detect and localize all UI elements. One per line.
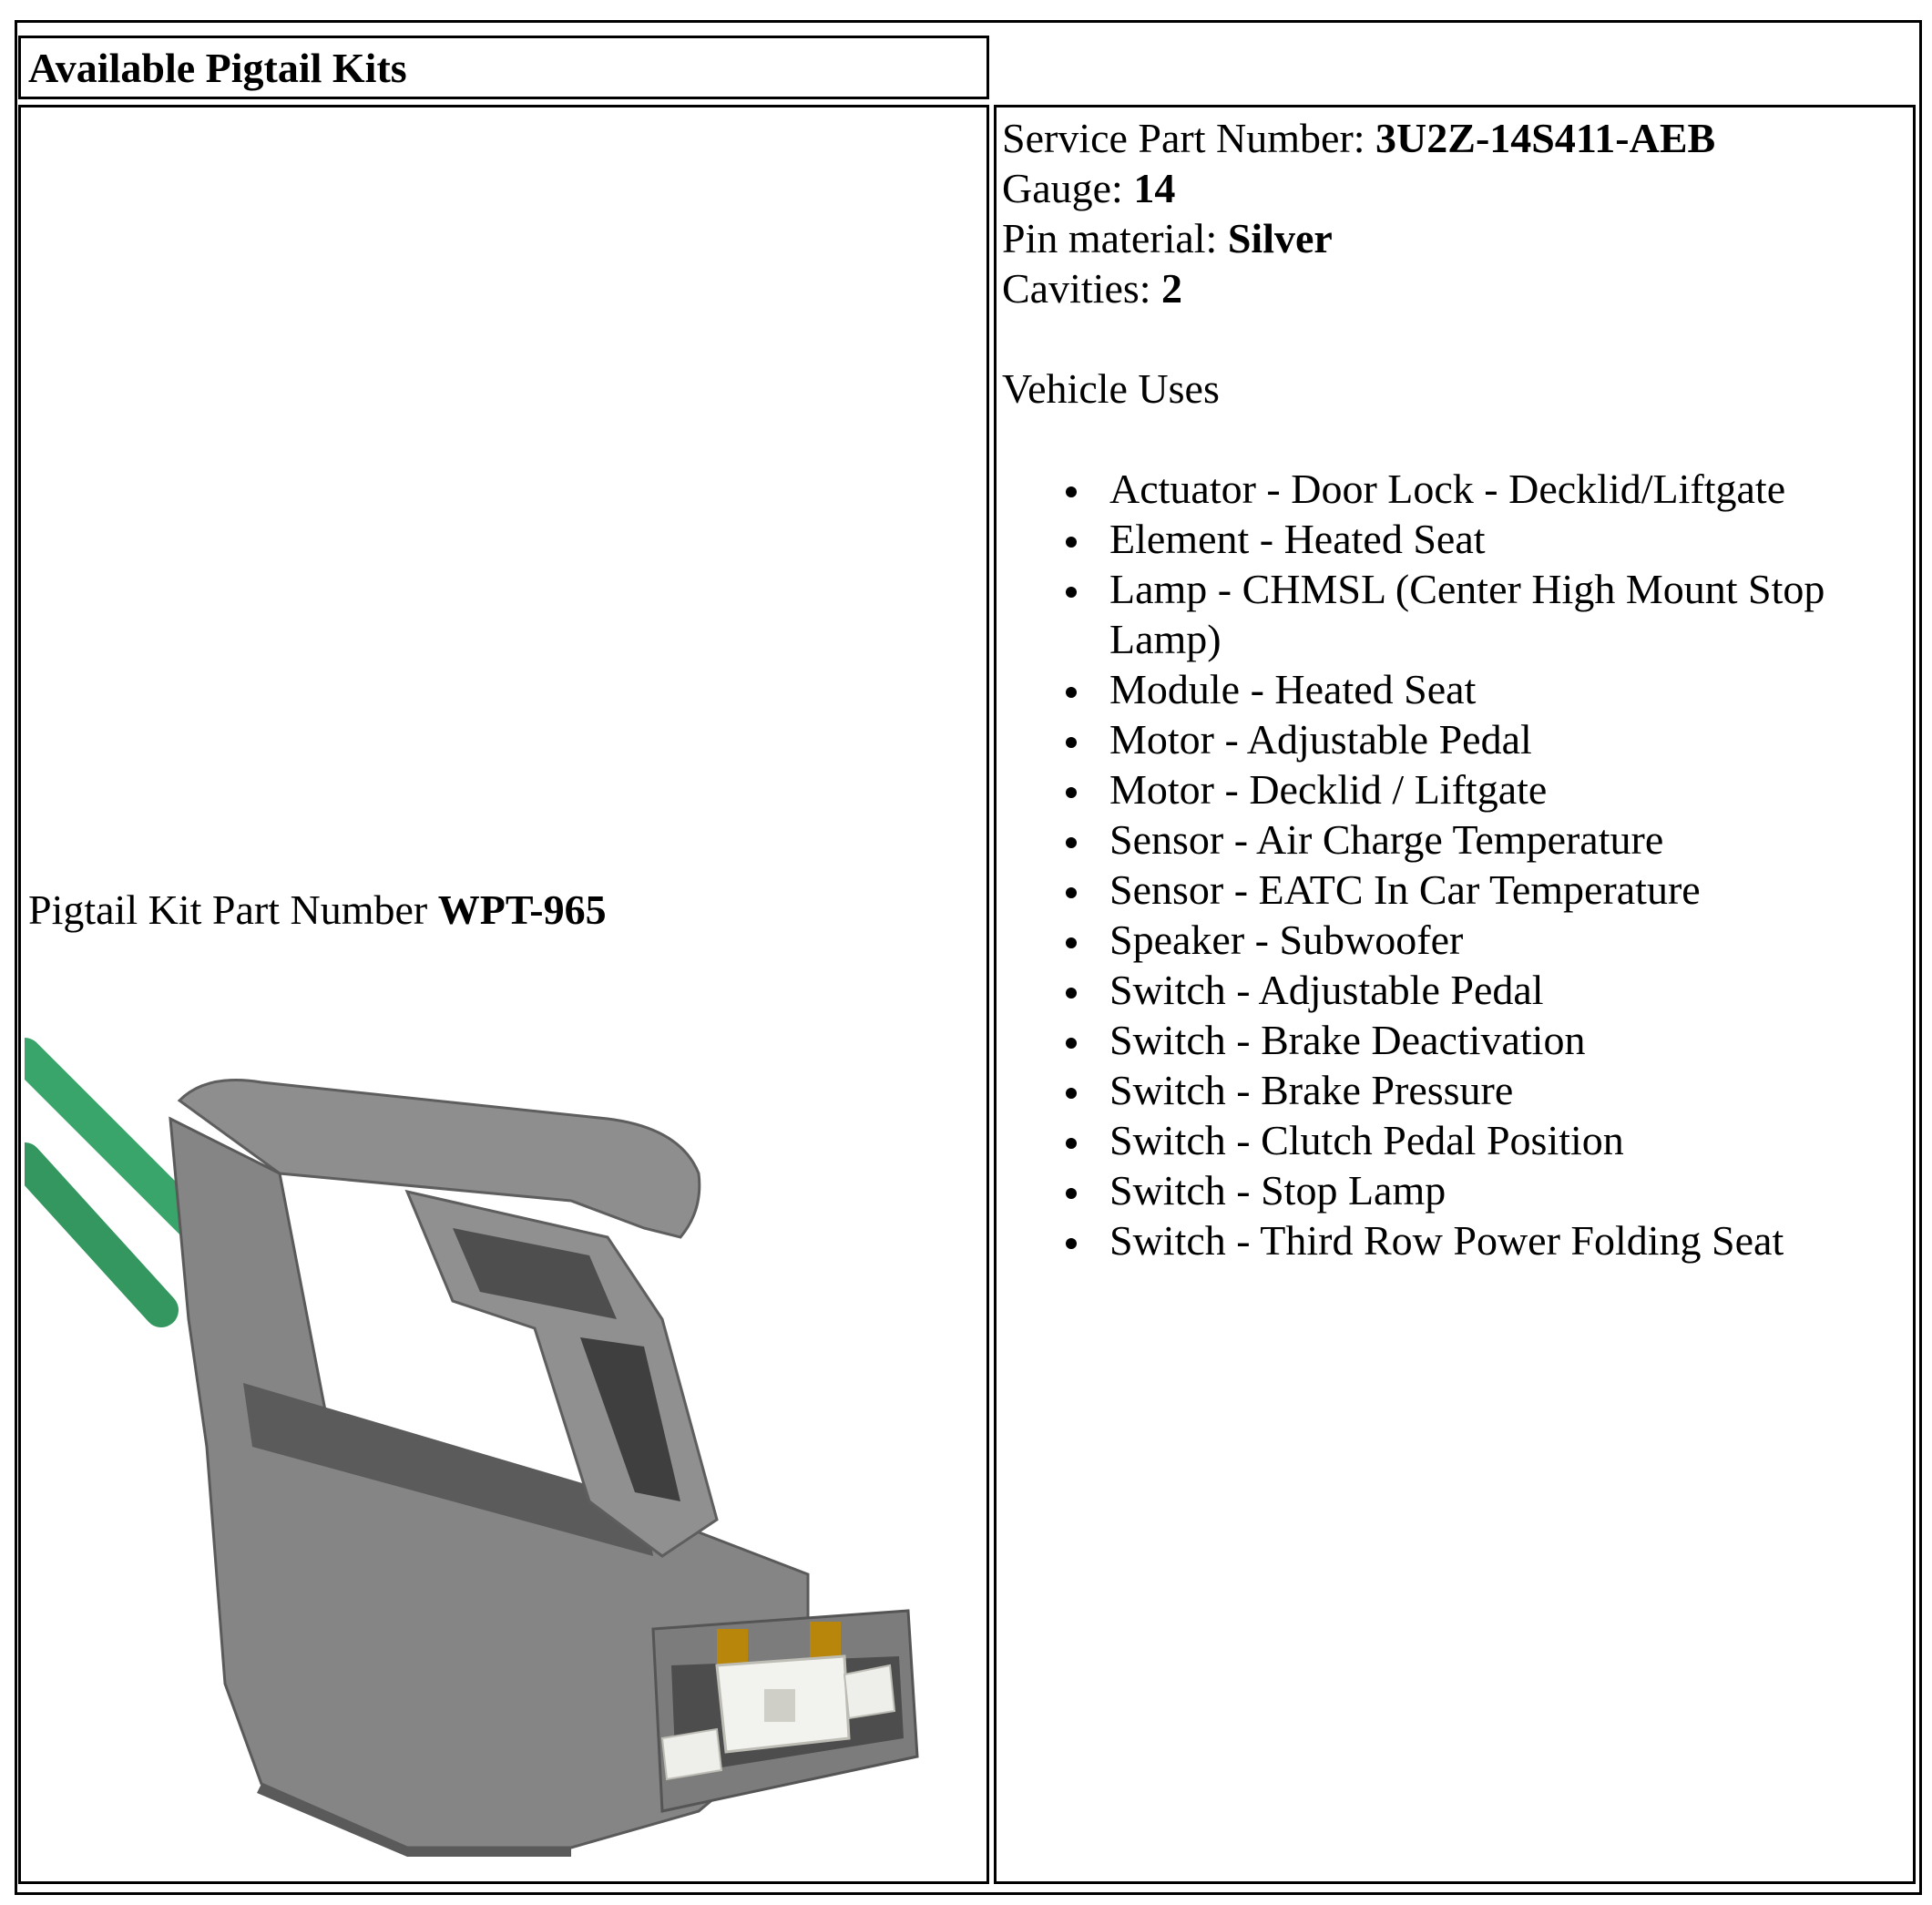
list-item: Sensor - EATC In Car Temperature — [1109, 865, 1884, 915]
list-item: Switch - Third Row Power Folding Seat — [1109, 1215, 1884, 1265]
list-item: Actuator - Door Lock - Decklid/Liftgate — [1109, 464, 1884, 514]
list-item: Switch - Stop Lamp — [1109, 1165, 1884, 1215]
cavities-value: 2 — [1161, 265, 1183, 312]
kit-part-label: Pigtail Kit Part Number — [28, 886, 428, 933]
pigtail-connector-image — [25, 937, 972, 1875]
gauge-row — [1002, 163, 1913, 213]
cavities-label: Cavities: — [1002, 265, 1151, 312]
table-title: Available Pigtail Kits — [28, 44, 407, 91]
cavities-row — [1002, 263, 1913, 313]
gauge-value: 14 — [1133, 165, 1176, 211]
terminal-lock-tab-left — [662, 1729, 721, 1779]
spacer — [1002, 313, 1913, 364]
pin-material-row — [1002, 213, 1913, 263]
table-title-cell — [18, 36, 989, 99]
list-item: Switch - Clutch Pedal Position — [1109, 1115, 1884, 1165]
list-item: Lamp - CHMSL (Center High Mount Stop Lamp) — [1109, 564, 1884, 664]
list-item: Switch - Brake Pressure — [1109, 1065, 1884, 1115]
terminal-lock-slot — [764, 1689, 795, 1722]
kit-part-number: WPT-965 — [437, 886, 607, 933]
list-item: Switch - Brake Deactivation — [1109, 1015, 1884, 1065]
list-item: Module - Heated Seat — [1109, 664, 1884, 714]
vehicle-uses-list — [1002, 464, 1913, 1265]
list-item: Element - Heated Seat — [1109, 514, 1884, 564]
service-part-label: Service Part Number: — [1002, 115, 1365, 161]
list-item: Sensor - Air Charge Temperature — [1109, 814, 1884, 865]
kit-part-number-line — [28, 886, 607, 934]
gauge-label: Gauge: — [1002, 165, 1123, 211]
list-item: Motor - Decklid / Liftgate — [1109, 764, 1884, 814]
vehicle-uses-heading: Vehicle Uses — [1002, 365, 1220, 412]
list-item: Motor - Adjustable Pedal — [1109, 714, 1884, 764]
terminal-left — [717, 1629, 748, 1665]
pin-material-value: Silver — [1227, 215, 1333, 261]
service-part-row — [1002, 113, 1913, 163]
kit-image-cell — [18, 105, 989, 1884]
list-item: Switch - Adjustable Pedal — [1109, 965, 1884, 1015]
kit-details-cell — [994, 105, 1916, 1884]
service-part-value: 3U2Z-14S411-AEB — [1375, 115, 1716, 161]
terminal-lock-tab-right — [844, 1665, 894, 1718]
list-item: Speaker - Subwoofer — [1109, 915, 1884, 965]
terminal-right — [810, 1622, 841, 1658]
pin-material-label: Pin material: — [1002, 215, 1218, 261]
